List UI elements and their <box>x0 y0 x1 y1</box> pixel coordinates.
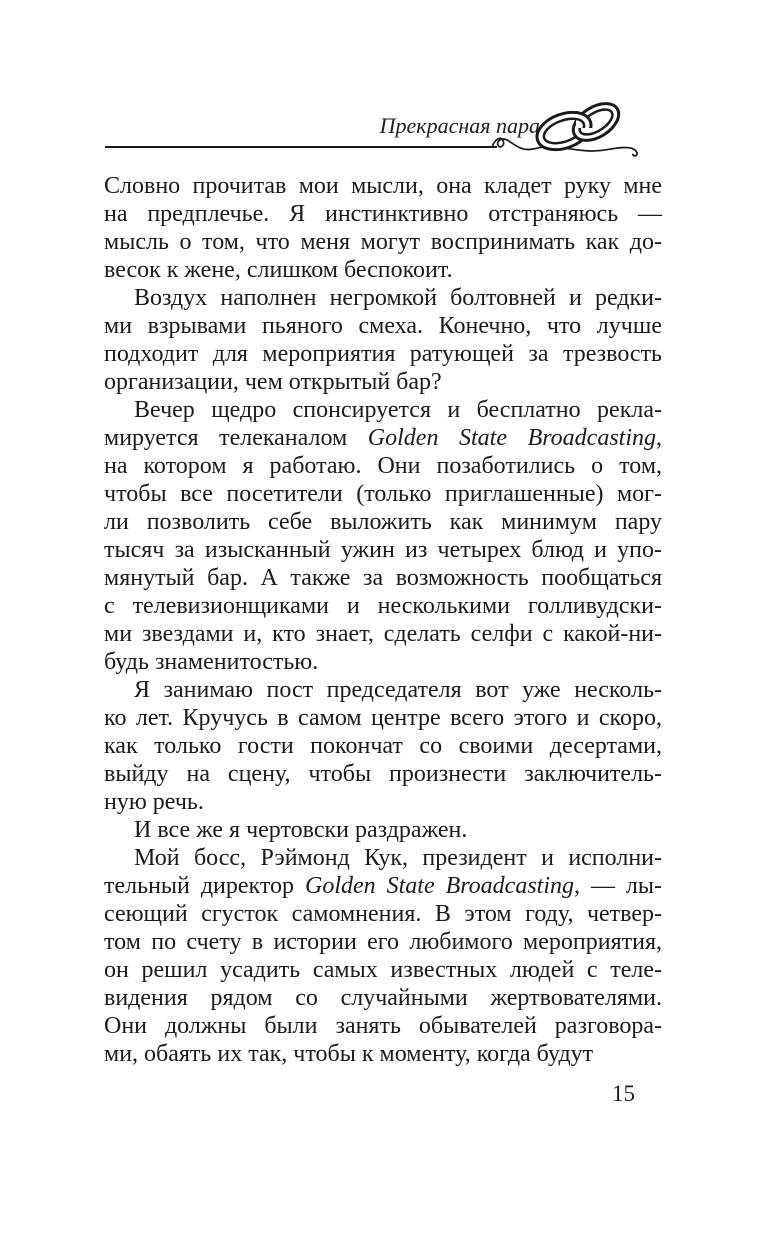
text-line: организации, чем открытый бар? <box>104 369 442 395</box>
text-line: мянутый бар. А также за возможность пообщаться <box>104 565 662 591</box>
page-number: 15 <box>612 1081 635 1106</box>
text-line: ми, обаять их так, чтобы к моменту, когда будут <box>104 1041 594 1067</box>
text-line: том по счету в истории его любимого мероприятия, <box>104 929 662 955</box>
text-line: он решил усадить самых известных людей с теле- <box>104 957 662 983</box>
wedding-rings-icon <box>492 100 644 160</box>
paragraph <box>104 676 662 816</box>
text-line: ко лет. Кручусь в самом центре всего этого и скоро, <box>104 705 662 731</box>
text-line: Словно прочитав мои мысли, она кладет руку мне <box>104 173 662 199</box>
paragraph <box>104 844 662 1068</box>
text-line: выйду на сцену, чтобы произнести заключитель- <box>104 761 662 787</box>
running-title: Прекрасная пара <box>379 113 540 138</box>
paragraph <box>104 396 662 676</box>
text-line: ми звездами и, кто знает, сделать селфи с какой-ни- <box>104 621 662 647</box>
paragraph <box>104 816 662 844</box>
text-line: Мой босс, Рэймонд Кук, президент и исполни- <box>134 845 662 871</box>
text-line: на предплечье. Я инстинктивно отстраняюсь — <box>104 201 662 227</box>
paragraph <box>104 284 662 396</box>
text-line: на котором я работаю. Они позаботились о том, <box>104 453 662 479</box>
text-line: тысяч за изысканный ужин из четырех блюд и упо- <box>104 537 662 563</box>
text-line: И все же я чертовски раздражен. <box>134 817 468 843</box>
text-line: сеющий сгусток самомнения. В этом году, четвер- <box>104 901 662 927</box>
text-line: ли позволить себе выложить как минимум пару <box>104 509 662 535</box>
text-line: подходит для мероприятия ратующей за трезвость <box>104 341 662 367</box>
header-rule <box>105 146 497 148</box>
paragraph <box>104 172 662 284</box>
body-text <box>104 172 662 1068</box>
text-line: весок к жене, слишком беспокоит. <box>104 257 453 283</box>
text-line: Они должны были занять обывателей разговора- <box>104 1013 662 1039</box>
text-line: тельный директор Golden State Broadcasting, — лы- <box>104 873 662 899</box>
text-line: Воздух наполнен негромкой болтовней и редки- <box>134 285 662 311</box>
text-line: ную речь. <box>104 789 204 815</box>
text-line: мысль о том, что меня могут воспринимать как до- <box>104 229 662 255</box>
text-line: Я занимаю пост председателя вот уже несколь- <box>134 677 662 703</box>
text-line: мируется телеканалом Golden State Broadcasting, <box>104 425 663 451</box>
text-line: будь знаменитостью. <box>104 649 319 675</box>
text-line: ми взрывами пьяного смеха. Конечно, что лучше <box>104 313 662 339</box>
text-line: чтобы все посетители (только приглашенные) мог- <box>104 481 662 507</box>
text-line: видения рядом со случайными жертвователями. <box>104 985 662 1011</box>
text-line: Вечер щедро спонсируется и бесплатно рекла- <box>134 397 662 423</box>
text-line: как только гости покончат со своими десертами, <box>104 733 662 759</box>
text-line: с телевизионщиками и несколькими голливудски- <box>104 593 662 619</box>
